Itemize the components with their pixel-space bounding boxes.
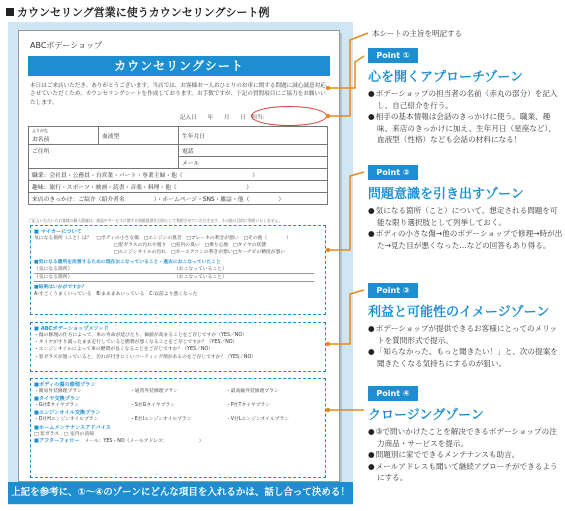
repair-plan-1[interactable]: ・簡易外装修理プラン [34,389,82,394]
oil-plan-2[interactable]: ・E社Iエンジンオイルプラン [130,417,192,423]
action-field-2[interactable]: （おこなっていること） [174,274,314,282]
point-3-bullets [368,323,563,369]
point-2-badge: Point ② [368,165,418,180]
tire-plan-2[interactable]: ・S社Gタイヤプラン [130,403,176,409]
point-2-bullets [368,205,563,251]
sheet-title: カウンセリングシート [28,56,330,76]
point-2-bullet-1: ● 気になる箇所（こと）について、想定される問題を可能な限り選択肢として列挙しておく。 [368,205,563,228]
leader-dot [326,342,330,346]
point-4-bullet-3: ● メールアドレスも聞いて継続アプローチができるようにする。 [368,461,563,484]
point-4-badge: Point ④ [368,386,418,401]
point-3-title: 利益と可能性のイメージゾーン [368,305,550,320]
oil-plan-title: ■エンジンオイル交換プラン [34,410,101,417]
leader-dot [326,114,330,118]
leader-line-point-1 [328,56,364,88]
point-1-bullets [368,88,563,146]
repair-plan-title: ■ボディの傷の修理プラン [34,382,96,388]
home-maintenance-options[interactable]: □ 窓ガラス □ 室内の清掃 [34,431,94,437]
furigana-label: ふりがな [32,128,48,133]
point-3 [368,283,563,369]
address-cell: ご住所 [29,145,179,169]
method-question-3[interactable]: ・エンジンオイルによって車の燃費が良くなることをご存じですか？（YES／NO） [34,347,213,353]
after-follow-mail[interactable]: メール：YES・NO（メールアドレス： ） [84,438,204,444]
point-1-bullet-1: ● ボデーショップの担当者の名前（赤丸の部分）を記入し、自己紹介を行う。 [368,88,563,111]
leader-line-point-2 [328,172,364,250]
point-4 [368,386,563,484]
concern-field-1[interactable]: （気になる箇所） [34,266,174,274]
shop-name: ABCボデーショップ [30,41,103,50]
hobby-cell: 趣味：旅行・スポーツ・映画・読書・音楽・料理・他（ ） [29,181,328,193]
leader-line-point-3 [328,290,364,344]
birthday-cell: 生年月日 [179,127,328,145]
point-4-bullet-2: ● 問題別に家でできるメンテナンスも助言。 [368,449,563,461]
mycar-options-3[interactable]: □エンジンオイルの汚れ □カーエアコンの利きが悪い□カーナビの精度が悪い [114,250,286,256]
privacy-note: ご記入いただいたお客様の個人情報は、商品やサービスに関する情報提供を目的として利用させていただきます。その他の目的に利用いたしません。 [28,218,283,223]
leader-dot [326,248,330,252]
repair-plan-3[interactable]: ・最高級外装修理プラン [226,389,279,394]
point-3-badge: Point ③ [368,283,418,298]
staff-label: 担当： [251,115,269,121]
point-1-bullet-2: ● 相手の基本情報は会話のきっかけに使う。職業、趣味、来店のきっかけに加え、生年月日（星座など）、血液型（性格）なども会話の材料になる！ [368,111,563,146]
top-note: 本シートの主旨を明記する [372,29,462,38]
sheet-intro: 本日はご来店いただき、ありがとうございます。当店では、お客様お一人おひとりのお車に関する問題に誠心誠意対応させていただくため、カウンセリングシートを作成しております。お手数ですが、下記の質問項目にご協力をお願いいたします。 [30,83,326,106]
blood-cell: 血液型 [99,127,179,145]
point-4-bullet-1: ● ③で問いかけたことを解決できるボデーショップの注力商品・サービスを提示。 [368,426,563,449]
after-follow-title: ■アフターフォロー [34,437,80,444]
oil-plan-1[interactable]: ・D社Hエンジンオイルプラン [34,417,99,423]
method-title: ■ ABCボデーショップメソッド [34,326,109,332]
page-title-text: カウンセリング営業に使うカウンセリングシート例 [17,6,270,19]
tire-plan-3[interactable]: ・P社Tタイヤプラン [226,403,271,409]
mycar-question: 気になる箇所（こと）は？ [34,236,92,241]
tire-plan-1[interactable]: ・G社Eタイヤプラン [34,403,80,409]
job-cell: 職業：会社員・公務員・自営業・パート・専業主婦・他（ ） [29,169,328,181]
point-1-title: 心を開くアプローチゾーン [368,70,523,85]
concern-field-2[interactable]: （気になる箇所） [34,274,174,282]
point-4-title: クロージングゾーン [368,408,484,423]
point-1-badge: Point ① [368,48,418,63]
date-line-text: 記入日 年 月 日 [180,115,247,121]
leader-line-top-note [328,33,368,116]
leader-dot [326,408,330,412]
point-3-bullet-2: ● 「知らなかった、もっと聞きたい！」と、次の提案を聞きたくなる気持ちにするのが狙い。 [368,346,563,369]
mycar-options-1[interactable]: □ボディの小さな傷 □エンジンの異音 □ブレーキの利きが悪い □その他（ ） [96,236,292,241]
home-maintenance-title: ■ホームメンテナンスアドバイス [34,424,111,431]
visit-cell: 来店のきっかけ：ご紹介（紹介者名 ）・ホームページ・SNS・雑誌・他（ ） [29,193,328,205]
result-options[interactable]: A:すごくうまくいっている B:まあまあいっている C:以前より悪くなった [34,292,198,298]
point-2 [368,165,563,251]
mycar-options-2[interactable]: □窓ガラスの汚れや曇り □室内の臭い □乗り心地 □タイヤの状態 [114,243,267,249]
method-question-4[interactable]: ・窓ガラスが曇っていると、汚れが付きにくいコーティング剤があるのをご存じですか？（YES／NO） [34,354,257,360]
mycar-question-2: ■気になる箇所を改善するために現在おこなっていること・過去におこなっていたこと [34,259,221,265]
action-field-1[interactable]: （おこなっていること） [174,266,314,274]
tire-plan-title: ■タイヤ交換プラン [34,396,81,403]
oil-plan-3[interactable]: ・V社Lエンジンオイルプラン [226,417,290,423]
point-2-bullet-2: ● ボディの小さな傷→他のボデーショップで修理→時が出た→見た目が悪くなった…などの回答もあり得る。 [368,228,563,251]
point-3-bullet-1: ● ボデーショップが提供できるお客様にとってのメリットを質問形式で提示。 [368,323,563,346]
method-question-2[interactable]: ・タイヤがすり減ったまま走行していると燃費が悪くなることをご存じですか？（YES／NO） [34,340,238,346]
mycar-title: ■ マイカーについて [34,229,82,235]
mail-cell: メール [179,157,328,169]
repair-plan-2[interactable]: ・通常外装修理プラン [130,389,178,394]
point-4-bullets [368,426,563,484]
point-2-title: 問題意識を引き出すゾーン [368,187,524,202]
bottom-instruction-band: 上記を参考に、①～④のゾーンにどんな項目を入れるかは、話し合って決める！ [8,482,353,504]
point-1 [368,48,563,146]
leader-dot [326,86,330,90]
name-label: お名前 [32,137,50,143]
method-question-1[interactable]: ・傷の修理の仕方によって、車の寿命が延びたり、価値が高まることをご存じですか（YES／NO） [34,333,247,338]
result-question: ■結果はいかがですか？ [34,285,87,291]
phone-cell: 電話 [179,145,328,157]
